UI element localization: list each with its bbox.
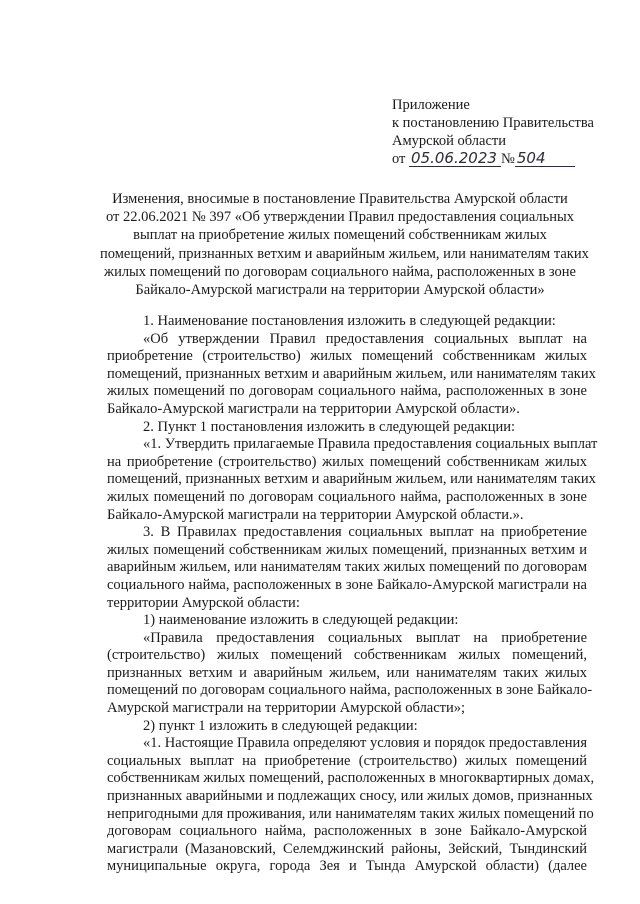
body-line: приобретение (строительство) жилых помещений собственникам жилых xyxy=(107,348,587,365)
subparagraph-1-heading: 1) наименование изложить в следующей редакции: xyxy=(143,612,459,629)
body-line: жилых помещений по договорам социального найма, расположенных в зоне xyxy=(107,383,587,400)
title-line: жилых помещений по договорам социального найма, расположенных в зоне xyxy=(104,263,576,280)
body-line: признанных ветхим и аварийным жильем, или нанимателям таких жилых xyxy=(107,664,587,681)
handwritten-date: 05.06.2023 xyxy=(409,150,501,167)
body-line: жилых помещений собственникам жилых помещений, признанных ветхим и xyxy=(107,541,587,558)
body-line: муниципальные округа, города Зея и Тында Амурской области) (далее xyxy=(107,858,587,875)
body-line: помещений, признанных ветхим и аварийным жильем, или нанимателям таких xyxy=(107,471,596,488)
subparagraph-2-heading: 2) пункт 1 изложить в следующей редакции: xyxy=(143,717,418,734)
body-line: «Правила предоставления социальных выплат на приобретение xyxy=(143,629,587,646)
body-line: социальных выплат на приобретение (строительство) жилых помещений xyxy=(107,752,587,769)
body-line: помещений по договорам социального найма, расположенных в зоне Байкало- xyxy=(107,682,593,699)
body-line: договорам социального найма, расположенных в зоне Байкало-Амурской xyxy=(107,823,587,840)
body-line: «1. Настоящие Правила определяют условия и порядок предоставления xyxy=(143,735,587,752)
title-line: помещений, признанных ветхим и аварийным жильем, или нанимателям таких xyxy=(100,245,589,262)
body-line: на приобретение (строительство) жилых помещений собственникам жилых xyxy=(107,453,587,470)
body-line: жилых помещений по договорам социального найма, расположенных в зоне xyxy=(107,488,587,505)
title-line: выплат на приобретение жилых помещений собственникам жилых xyxy=(133,227,547,244)
handwritten-number: 504 xyxy=(515,150,575,167)
body-line: помещений, признанных ветхим и аварийным жильем, или нанимателям таких xyxy=(107,365,596,382)
title-line: Байкало-Амурской магистрали на территории Амурской области» xyxy=(135,282,545,299)
appendix-label: Приложение xyxy=(392,97,470,113)
paragraph-1-heading: 1. Наименование постановления изложить в следующей редакции: xyxy=(143,313,556,329)
body-line: аварийным жильем, или нанимателям таких жилых помещений по договорам xyxy=(107,559,587,576)
appendix-date-line xyxy=(392,150,622,168)
title-line: от 22.06.2021 № 397 «Об утверждении Правил предоставления социальных xyxy=(106,209,574,226)
body-line: признанных аварийными и подлежащих сносу, или жилых домов, признанных xyxy=(107,788,593,805)
body-line: территории Амурской области: xyxy=(107,594,300,611)
appendix-resolution-ref: к постановлению Правительства xyxy=(392,115,594,131)
appendix-block xyxy=(392,96,622,168)
body-line: социального найма, расположенных в зоне Байкало-Амурской магистрали на xyxy=(107,576,587,593)
paragraph-2-heading: 2. Пункт 1 постановления изложить в следующей редакции: xyxy=(143,418,516,435)
body-line: «1. Утвердить прилагаемые Правила предоставления социальных выплат xyxy=(143,436,598,453)
body-line: (строительство) жилых помещений собственникам жилых помещений, xyxy=(107,647,587,664)
body-line: магистрали (Мазановский, Селемджинский районы, Зейский, Тындинский xyxy=(107,840,587,857)
document-title xyxy=(100,190,589,299)
body-line: Амурской магистрали на территории Амурской области»; xyxy=(107,700,466,717)
body-line: Байкало-Амурской магистрали на территории Амурской области.». xyxy=(107,506,524,523)
body-line: «Об утверждении Правил предоставления социальных выплат на xyxy=(143,330,587,347)
body-line: Байкало-Амурской магистрали на территории Амурской области». xyxy=(107,400,520,417)
body-line: непригодными для проживания, или нанимателям таких жилых помещений по xyxy=(107,805,594,822)
title-line: Изменения, вносимые в постановление Правительства Амурской области xyxy=(112,191,568,207)
document-body xyxy=(107,313,598,876)
appendix-region: Амурской области xyxy=(392,133,506,149)
number-sign: № xyxy=(501,151,515,167)
paragraph-3-heading: 3. В Правилах предоставления социальных выплат на приобретение xyxy=(143,524,587,541)
body-line: собственникам жилых помещений, расположенных в многоквартирных домах, xyxy=(107,770,595,787)
date-prefix: от xyxy=(392,151,406,167)
